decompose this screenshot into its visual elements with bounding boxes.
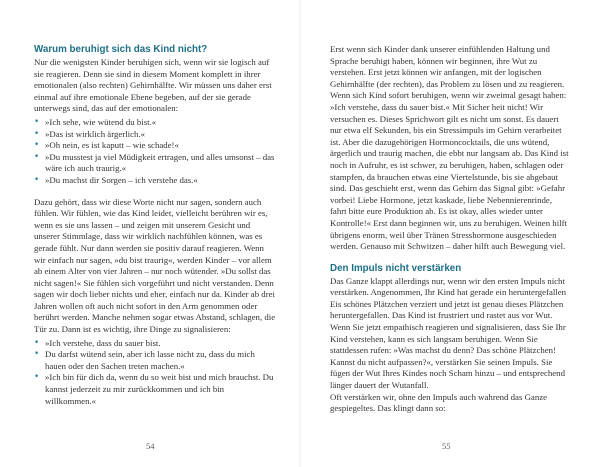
bullet-icon: • (34, 116, 40, 127)
bullet-icon: • (34, 128, 40, 139)
list-item-text: »Ich sehe, wie wütend du bist.« (45, 116, 157, 127)
list-item-text: Du darfst wütend sein, aber ich lasse nicht zu, dass du mich hauen oder den Sachen treten machen.« (45, 349, 255, 371)
list-item (34, 338, 276, 350)
intro-paragraph: Nur die wenigsten Kinder beruhigen sich, wenn wir sie logisch auf sie reagieren. Denn sie sind in diesem Moment komplett in ihrer emotionalen (also rechten) Gehirnhälfte. Wir müssen uns daher erst einmal auf ihre emotionale Ebene begeben, auf der sie gerade unterwegs sind, das auf der emotionalen: (34, 57, 272, 114)
body-paragraph: Wenn Sie jetzt empathisch reagieren und signalisieren, dass Sie Ihr Kind verstehen, kann es sich langsam beruhigen. Wenn Sie stattdessen rufen: »Was machst du denn? Das schöne Plätzchen! Kannst du nicht aufpassen?«, verstärken Sie seinen Impuls. Sie fügen der Wut Ihres Kindes noch Scham hinzu – und entsprechend länger dauert der Wutanfall. (330, 322, 566, 391)
body-paragraph: Dazu gehört, dass wir diese Worte nicht nur sagen, sondern auch fühlen. Wir fühlen, wie das Kind leidet, vielleicht berühren wir es, wenn es sie uns lassen – und zeigen mit unserem Gesicht und unserer Stimmlage, dass wir wirklich nachfühlen können, was es gerade fühlt. Nur dann werden sie positiv darauf reagieren. Wenn wir einfach nur sagen, »du bist traurig«, werden Kinder – vor allem ab einem Alter von vier Jahren – nur noch wütender. »Du sollst das nicht sagen!« Sie fühlen sich vorgeführt und nicht verstanden. Denn sagen wir doch lieber nichts und eher, einfach nur da. Kinder ab drei Jahren wollen oft auch nicht sofort in den Arm genommen oder berührt werden. Manche nehmen sogar etwas Abstand, schlagen, die Tür zu. Dann ist es wichtig, ihre Dinge zu signalisieren: (34, 196, 276, 335)
bullet-icon: • (34, 372, 40, 383)
bullet-icon: • (34, 140, 40, 151)
bullet-icon: • (34, 337, 40, 348)
bullet-icon: • (34, 349, 40, 360)
list-item (34, 372, 276, 407)
body-paragraph: Oft verstärken wir, ohne den Impuls auch wahrend das Ganze gespiegeltes. Das klingt dann so: (330, 391, 548, 414)
bullet-list-signals (34, 338, 276, 408)
list-item (34, 152, 276, 175)
body-paragraph: Das Ganze klappt allerdings nur, wenn wir den ersten Impuls nicht verstärken. Angenommen, Ihr Kind hat gerade ein heruntergefallen Eis schönes Plätzchen verziert und jetzt ist genau dieses Plätzchen heruntergefallen. Das Kind ist frustriert und rastet aus vor Wut. (330, 275, 567, 321)
body-paragraph: Erst wenn sich Kinder dank unserer einfühlenden Haltung und Sprache beruhigt haben, können wir beginnen, ihre Wut zu verstehen. Erst jetzt können wir anfangen, mit der logischen Gehirnhälfte (der rechten), das Problem zu lösen und zu reagieren. (330, 44, 565, 89)
list-item (34, 175, 276, 187)
section-heading: Den Impuls nicht verstärken (330, 262, 462, 274)
page-number: 55 (442, 441, 451, 451)
bullet-icon: • (34, 151, 40, 162)
list-item-text: »Ich bin für dich da, wenn du so weit bist und mich brauchst. Du kannst jederzeit zu mir zurückkommen und ich bin willkommen.« (45, 372, 274, 406)
list-item-text: »Du musstest ja viel Müdigkeit ertragen, und alles umsonst – das wäre ich auch traurig.« (45, 151, 275, 174)
list-item-text: »Oh nein, es ist kaputt – wie schade!« (45, 140, 179, 151)
body-paragraph: Wenn sich Kind sofort beruhigen, wenn wir zweimal gesagt haben: »Ich verstehe, dass du sauer bist.« Mit Sicher heit nicht! Wir versuchen es. Dieses Sprichwort gilt es nicht um sonst. Es dauert nur etwa elf Sekunden, bis ein Stressimpuls im Gehirn verarbeitet ist. Aber die dazugehörigen Hormoncocktails, die uns wütend, ärgerlich und traurig machen, die ebbt nur langsam ab. Das Kind ist noch in Aufruhr, es ist schwer, zu beruhigen, haben, schlagen oder stampfen, da brauchen etwas eine Viertelstunde, bis sie abgebaut sind. Das geschieht erst, wenn das Gehirn das Signal gibt: »Gefahr vorbei! Liebe Hormone, jetzt kaskade, liebe Nebennierenrinde, fahrt bitte eure Produktion ab. Es ist okay, alles wieder unter Kontrolle!« Erst dann beginnen wir, uns zu beruhigen. Weinen hilft übrigens enorm, weil über Tränen Stresshormone ausgeschieden werden. Genauso mit Schwitzen – daher hilft auch Bewegung viel. (330, 90, 569, 252)
right-page (300, 0, 600, 467)
page-number: 54 (146, 441, 155, 451)
list-item-text: »Das ist wirklich ärgerlich.« (45, 128, 146, 139)
list-item (34, 117, 276, 129)
list-item (34, 349, 276, 372)
list-item-text: »Ich verstehe, dass du sauer bist. (45, 337, 161, 348)
bullet-icon: • (34, 174, 40, 185)
list-item-text: »Du machst dir Sorgen – ich verstehe das.« (45, 174, 198, 185)
list-item (34, 140, 276, 152)
list-item (34, 129, 276, 141)
bullet-list-empathy (34, 117, 276, 187)
section-heading: Warum beruhigt sich das Kind nicht? (34, 44, 208, 55)
